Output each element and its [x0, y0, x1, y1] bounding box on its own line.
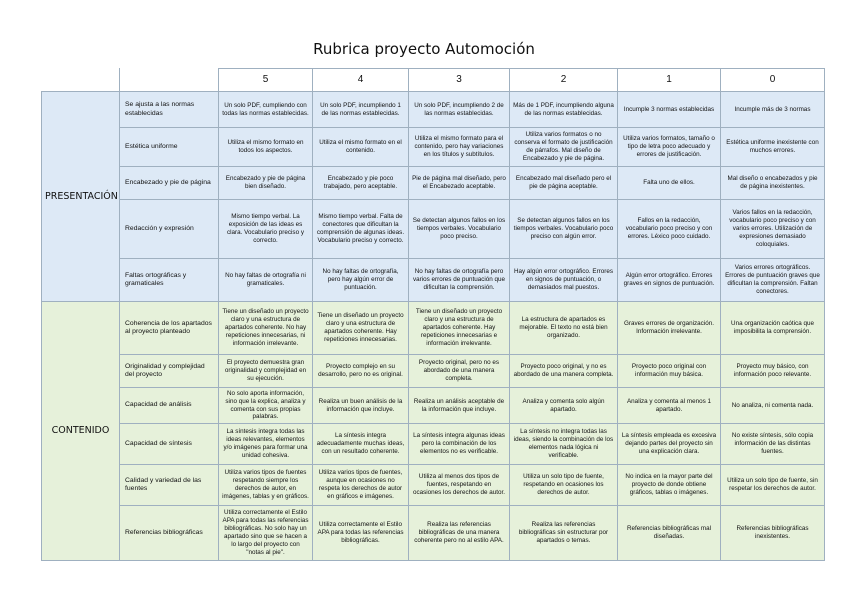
descriptor-cell: Utiliza correctamente el Estilo APA para todas las referencias bibliográficas.	[313, 506, 409, 561]
descriptor-cell: Utiliza varios formatos, tamaño o tipo de letra poco adecuado y errores de justificación.	[618, 128, 721, 167]
descriptor-cell: Utiliza el mismo formato en todos los aspectos.	[219, 128, 313, 167]
descriptor-cell: Tiene un diseñado un proyecto claro y una estructura de apartados coherente. Hay repeticiones innecesarias e información irrelevante.	[409, 302, 510, 355]
descriptor-cell: Realiza un buen análisis de la información que incluye.	[313, 388, 409, 424]
header-blank-cell	[42, 69, 120, 92]
descriptor-cell: Utiliza un solo tipo de fuente, respetando en ocasiones los derechos de autor.	[510, 465, 618, 506]
score-header: 2	[510, 69, 618, 92]
descriptor-cell: Más de 1 PDF, incumpliendo alguna de las normas establecidas.	[510, 92, 618, 128]
descriptor-cell: Utiliza al menos dos tipos de fuentes, respetando en ocasiones los derechos de autor.	[409, 465, 510, 506]
descriptor-cell: Una organización caótica que imposibilita la comprensión.	[721, 302, 825, 355]
rubric-row	[42, 506, 825, 561]
rubric-row	[42, 200, 825, 259]
criterion-label: Faltas ortográficas y gramaticales	[120, 259, 219, 302]
descriptor-cell: Pie de página mal diseñado, pero el Encabezado aceptable.	[409, 167, 510, 200]
descriptor-cell: No solo aporta información, sino que la explica, analiza y comenta con sus propias palabras.	[219, 388, 313, 424]
rubric-row	[42, 355, 825, 388]
descriptor-cell: Utiliza varios tipos de fuentes respetando siempre los derechos de autor, en imágenes, tablas y en gráficos.	[219, 465, 313, 506]
descriptor-cell: Realiza las referencias bibliográficas de una manera coherente pero no al estilo APA.	[409, 506, 510, 561]
descriptor-cell: La estructura de apartados es mejorable. El texto no está bien organizado.	[510, 302, 618, 355]
descriptor-cell: Tiene un diseñado un proyecto claro y una estructura de apartados coherente. No hay repeticiones innecesarias, ni información irrelevante.	[219, 302, 313, 355]
descriptor-cell: Un solo PDF, cumpliendo con todas las normas establecidas.	[219, 92, 313, 128]
header-row	[42, 69, 825, 92]
descriptor-cell: No hay faltas de ortografía ni gramaticales.	[219, 259, 313, 302]
descriptor-cell: Utiliza el mismo formato en el contenido.	[313, 128, 409, 167]
page-title: Rubrica proyecto Automoción	[313, 40, 535, 58]
descriptor-cell: Mal diseño o encabezados y pie de página inexistentes.	[721, 167, 825, 200]
descriptor-cell: Encabezado y pie poco trabajado, pero aceptable.	[313, 167, 409, 200]
section-label: PRESENTACIÓN	[42, 92, 120, 302]
descriptor-cell: Incumple más de 3 normas	[721, 92, 825, 128]
score-header: 1	[618, 69, 721, 92]
descriptor-cell: Fallos en la redacción, vocabulario poco preciso y con errores. Léxico poco cuidado.	[618, 200, 721, 259]
criterion-label: Originalidad y complejidad del proyecto	[120, 355, 219, 388]
descriptor-cell: Utiliza varios tipos de fuentes, aunque en ocasiones no respeta los derechos de autor en gráficos e imágenes.	[313, 465, 409, 506]
descriptor-cell: Varios errores ortográficos. Errores de puntuación graves que dificultan la comprensión. Faltan conectores.	[721, 259, 825, 302]
criterion-label: Calidad y variedad de las fuentes	[120, 465, 219, 506]
descriptor-cell: La síntesis integra adecuadamente muchas ideas, con un resultado coherente.	[313, 424, 409, 465]
criterion-label: Estética uniforme	[120, 128, 219, 167]
descriptor-cell: Analiza y comenta solo algún apartado.	[510, 388, 618, 424]
descriptor-cell: No hay faltas de ortografía, pero hay algún error de puntuación.	[313, 259, 409, 302]
score-header: 5	[219, 69, 313, 92]
criterion-label: Referencias bibliográficas	[120, 506, 219, 561]
descriptor-cell: La síntesis no integra todas las ideas, siendo la combinación de los elementos nada lógica ni verificable.	[510, 424, 618, 465]
descriptor-cell: Utiliza varios formatos o no conserva el formato de justificación de párrafos. Mal diseño de Encabezado y pie de página.	[510, 128, 618, 167]
descriptor-cell: Proyecto poco original, y no es abordado de una manera completa.	[510, 355, 618, 388]
descriptor-cell: Estética uniforme inexistente con muchos errores.	[721, 128, 825, 167]
rubric-row	[42, 388, 825, 424]
header-blank-cell	[120, 69, 219, 92]
criterion-label: Coherencia de los apartados al proyecto planteado	[120, 302, 219, 355]
descriptor-cell: Varios fallos en la redacción, vocabulario poco preciso y con varios errores. Utilización de expresiones demasiado coloquiales.	[721, 200, 825, 259]
descriptor-cell: Utiliza un solo tipo de fuente, sin respetar los derechos de autor.	[721, 465, 825, 506]
descriptor-cell: Referencias bibliográficas inexistentes.	[721, 506, 825, 561]
rubric-row	[42, 128, 825, 167]
descriptor-cell: Hay algún error ortográfico. Errores en signos de puntuación, o demasiados mal puestos.	[510, 259, 618, 302]
descriptor-cell: Proyecto poco original con información muy básica.	[618, 355, 721, 388]
descriptor-cell: Utiliza el mismo formato para el contenido, pero hay variaciones en los títulos y subtítulos.	[409, 128, 510, 167]
descriptor-cell: Realiza las referencias bibliográficas sin estructurar por apartados o temas.	[510, 506, 618, 561]
descriptor-cell: La síntesis empleada es excesiva dejando partes del proyecto sin una explicación clara.	[618, 424, 721, 465]
descriptor-cell: Se detectan algunos fallos en los tiempos verbales. Vocabulario poco preciso con algún error.	[510, 200, 618, 259]
score-header: 4	[313, 69, 409, 92]
descriptor-cell: Incumple 3 normas establecidas	[618, 92, 721, 128]
descriptor-cell: Utiliza correctamente el Estilo APA para todas las referencias bibliográficas. No solo hay un apartado sino que se hacen a lo largo del proyecto con "notas al pie".	[219, 506, 313, 561]
descriptor-cell: Encabezado mal diseñado pero el pie de página aceptable.	[510, 167, 618, 200]
score-header: 0	[721, 69, 825, 92]
section-label: CONTENIDO	[42, 302, 120, 561]
descriptor-cell: Analiza y comenta al menos 1 apartado.	[618, 388, 721, 424]
descriptor-cell: Proyecto muy básico, con información poco relevante.	[721, 355, 825, 388]
descriptor-cell: Proyecto complejo en su desarrollo, pero no es original.	[313, 355, 409, 388]
descriptor-cell: No indica en la mayor parte del proyecto de donde obtiene gráficos, tablas o imágenes.	[618, 465, 721, 506]
criterion-label: Se ajusta a las normas establecidas	[120, 92, 219, 128]
descriptor-cell: No existe síntesis, sólo copia información de las distintas fuentes.	[721, 424, 825, 465]
descriptor-cell: Algún error ortográfico. Errores graves en signos de puntuación.	[618, 259, 721, 302]
descriptor-cell: La síntesis integra todas las ideas relevantes, elementos y/o imágenes para formar una unidad cohesiva.	[219, 424, 313, 465]
descriptor-cell: El proyecto demuestra gran originalidad y complejidad en su ejecución.	[219, 355, 313, 388]
rubric-row	[42, 167, 825, 200]
rubric-row	[42, 424, 825, 465]
rubric-row	[42, 92, 825, 128]
criterion-label: Redacción y expresión	[120, 200, 219, 259]
criterion-label: Capacidad de síntesis	[120, 424, 219, 465]
descriptor-cell: Tiene un diseñado un proyecto claro y una estructura de apartados coherente. Hay repeticiones innecesarias.	[313, 302, 409, 355]
descriptor-cell: Un solo PDF, incumpliendo 1 de las normas establecidas.	[313, 92, 409, 128]
descriptor-cell: Falta uno de ellos.	[618, 167, 721, 200]
descriptor-cell: Se detectan algunos fallos en los tiempos verbales. Vocabulario poco preciso.	[409, 200, 510, 259]
descriptor-cell: Mismo tiempo verbal. La exposición de las ideas es clara. Vocabulario preciso y correcto.	[219, 200, 313, 259]
rubric-row	[42, 302, 825, 355]
descriptor-cell: Realiza un análisis aceptable de la información que incluye.	[409, 388, 510, 424]
descriptor-cell: Mismo tiempo verbal. Falta de conectores que dificultan la comprensión de algunas ideas. Vocabulario preciso y correcto.	[313, 200, 409, 259]
criterion-label: Encabezado y pie de página	[120, 167, 219, 200]
descriptor-cell: Graves errores de organización. Información irrelevante.	[618, 302, 721, 355]
descriptor-cell: No hay faltas de ortografía pero varios errores de puntuación que dificultan la comprensión.	[409, 259, 510, 302]
descriptor-cell: Referencias bibliográficas mal diseñadas.	[618, 506, 721, 561]
descriptor-cell: La síntesis integra algunas ideas pero la combinación de los elementos no es verificable.	[409, 424, 510, 465]
descriptor-cell: Encabezado y pie de página bien diseñado.	[219, 167, 313, 200]
rubric-table	[41, 68, 825, 561]
rubric-row	[42, 259, 825, 302]
descriptor-cell: Un solo PDF, incumpliendo 2 de las normas establecidas.	[409, 92, 510, 128]
descriptor-cell: Proyecto original, pero no es abordado de una manera completa.	[409, 355, 510, 388]
rubric-row	[42, 465, 825, 506]
criterion-label: Capacidad de análisis	[120, 388, 219, 424]
descriptor-cell: No analiza, ni comenta nada.	[721, 388, 825, 424]
score-header: 3	[409, 69, 510, 92]
